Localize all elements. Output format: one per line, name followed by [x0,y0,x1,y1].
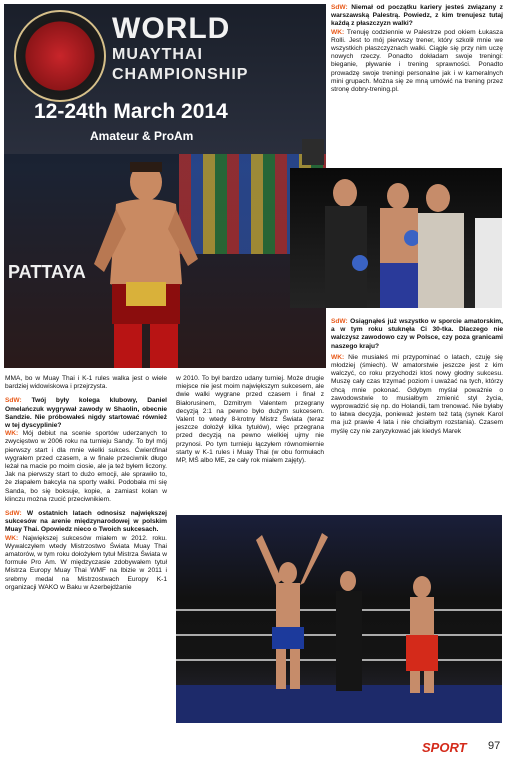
poster-title-muaythai: MUAYTHAI [112,46,203,63]
question-label: SdW: [5,510,22,518]
answer-label: WK: [5,534,19,542]
question-text: Niemał od początku kariery jesteś związany z warszawską Palestrą. Powiedz, z kim trenujesz tutaj każdą z płaszczyzn walki? [331,4,503,28]
qa-block-professional [331,318,503,436]
question-label: SdW: [5,397,22,405]
page-number: 97 [488,740,501,752]
hero-photo [4,4,326,368]
answer-text: Największej sukcesów miałem w 2012. roku. Wywalczyłem wtedy Mistrzostwo Świata Muay Thai amatorów, w tym roku dołożyłem tytuł Mistrza Świata w formule Pro Am. W międzyczasie zdobywałem tytuł Mistrza Europy Muay Thai WMF na Ibizie w 2011 i srebrny medal na Mistrzostwach Europy K-1 organizacji WAKO w Baku w Azerbejdżanie [5,534,167,591]
answer-text: Trenuję codziennie w Palestrze pod okiem Łukasza Rolli. Jest to mój pierwszy trener, który szkolił mnie we wszystkich płaszczyznach walki. Ciągle się przy nim uczę nowych rzeczy. Ponadto dokładam swoje treningi: bieganie, pływanie i trening sprawności. Ponadto prowadzę swoje treningi personalne jak i w kameralnych mini grupach. Można się ze mną umówić na trening przez stronę dobry-trening.pl. [331,28,504,94]
fighter-figure [86,154,206,368]
answer-label: WK: [331,353,345,361]
article-column-middle [176,375,324,465]
ring-photo [176,515,502,723]
middle-paragraph: w 2010. To był bardzo udany turniej. Może drugie miejsce nie jest moim największym sukcesem, ale dwie walki wygrane przed czasem i finał z Białorusinem, Dzmitrym Valentem przegrany decyzją 2:1 na pewno było dużym sukcesem. Valent to wtedy 8-krotny Mistrz Świata (teraz jeszcze dołożył kilka tytułów), więc przegrana przed decyzją na pewno wielkiej ujmy nie przynosi. Po tym turnieju łączyłem równomiernie starty w K-1 rules i Muay Thai (w obu formułach MP, MŚ albo ME, ze cały rok miałem zajęty). [176,375,324,465]
poster-title-world: WORLD [112,12,231,45]
answer-label: WK: [331,28,345,36]
answer-text: Nie musiałeś mi przypominać o latach, czuję się młodziej (śmiech). W amatorstwie jeszcze jest z kim walczyć, co roku przychodzi ktoś nowy głodny sukcesu. Muszę cały czas trzymać poziom i uważać na tych, którzy chcą mnie pokonać. Gdybym myślał poważnie o zawodowstwie to musiałbym zmienić styl życia, wyprowadzić się np. do Holandii, tam trenować. Nie byłaby to łatwa decyzja, ponieważ jestem też tatą (synek Karol ma już prawie 4 lata i nie chciałbym rozstania). Czasem myślę czy nie zaryzykować jak kiedyś Marek [331,353,503,435]
answer-text: Mój debiut na scenie sportów uderzanych to zwycięstwo w 2006 roku na turnieju Sandy. To był mój pierwszy start i dla mnie wielki sukces. Ćwierćfinał wygrałem przed czasem, a w finale przeciwnik długo leżał na macie po moim ciosie, ale ja też byłem liczony. Jak na pierwszy start to dużo emocji, ale sprawiło to, że złapałem bakcyla na sporty walki. Podobała mi się Sanda, bo się boksuje, kopie, a zamiast kolan w klinczu można rzucić przeciwnikiem. [5,430,167,503]
flag-photo [302,139,324,165]
championship-poster [4,4,326,154]
group-photo-figures [290,168,502,308]
ring-photo-scene [176,515,502,723]
answer-label: WK: [5,430,19,438]
question-label: SdW: [331,4,348,11]
question-text: W ostatnich latach odnosisz największej sukcesów na arenie międzynarodowej w polskim Muay Thai. Opowiedz nieco o Twoich sukcesach. [5,510,167,534]
poster-level: Amateur & ProAm [90,129,194,143]
poster-title-championship: CHAMPIONSHIP [112,66,249,83]
question-label: SdW: [331,318,348,325]
venue-banner: PATTAYA [8,262,86,282]
magazine-logo: SPORT [422,740,467,755]
article-column-left [5,375,167,592]
federation-logo [14,10,106,102]
question-text: Osiągnąłeś już wszystko w sporcie amatorskim, a w tym roku stuknęła Ci 30-tka. Dlaczego nie walczysz zawodowo czy w Polsce, czy poza granicami naszego kraju? [331,318,504,350]
group-photo [290,168,502,308]
question-text: Twój były kolega klubowy, Daniel Omelańczuk wygrywał zawody w Shaolin, obecnie Sandzie. Nie próbowałeś nigdy startować również w tej dyscyplinie? [5,397,167,430]
poster-dates: 12-24th March 2014 [34,100,228,123]
qa-block-palestra [331,4,503,94]
intro-paragraph: MMA, bo w Muay Thai i K-1 rules walka jest o wiele bardziej widowiskowa i przejrzysta. [5,375,167,391]
